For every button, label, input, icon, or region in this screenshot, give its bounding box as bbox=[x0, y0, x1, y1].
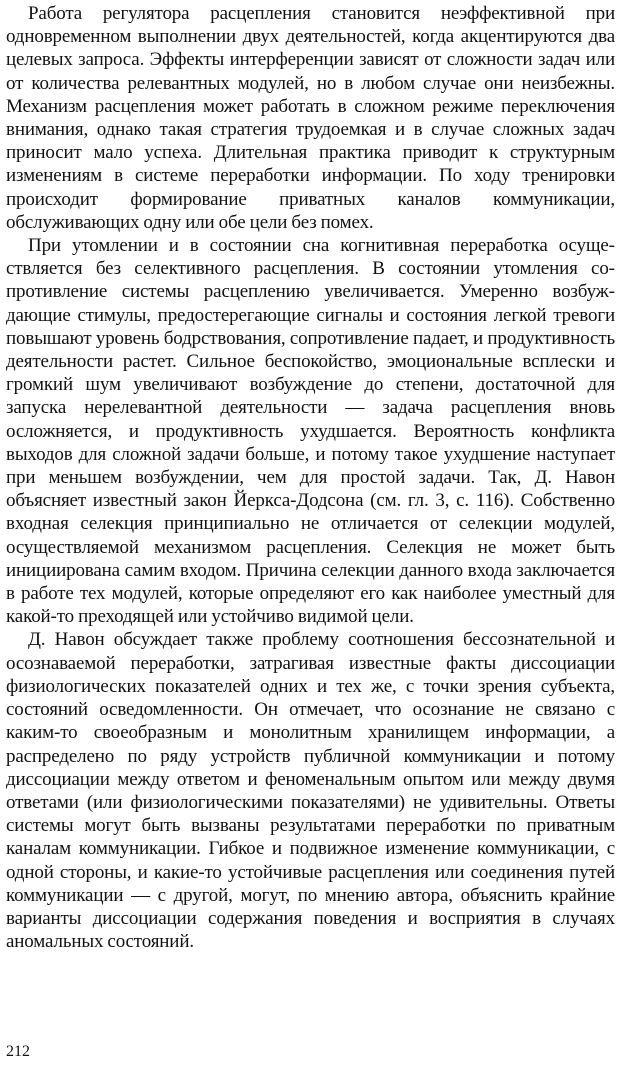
paragraph-decoupling-regulator: Работа регулятора расцепления становится неэффективной при одновременном выполнении двух деятельностей, когда акцентируются два целевых запроса. Эффекты интерференции зависят от сложности задач или от количества релевантных модулей, но в любом случае они неизбежны. Механизм расцепления может работать в сложном режиме переключения внимания, однако такая стратегия трудоемкая и в случае сложных задач приносит мало успеха. Длительная практика приводит к структурным изменениям в системе переработки информации. По ходу тренировки происходит формирование приватных каналов коммуникации, обслуживающих одну или обе цели без помех. bbox=[6, 3, 615, 233]
paragraph-fatigue-and-sleep: При утомлении и в состоянии сна когнитивная переработка осуществляется без селективного расцепления. В состоянии утомления сопротивление системы расцеплению увеличивается. Умеренно возбуждающие стимулы, предостерегающие сигналы и состояния легкой тревоги повышают уровень бодрствования, сопротивление падает, и продуктивность деятельности растет. Сильное беспокойство, эмоциональные всплески и громкий шум увеличивают возбуждение до степени, достаточной для запуска нерелевантной деятельности — задача расцепления вновь осложняется, и продуктивность ухудшается. Вероятность конфликта выходов для сложной задачи больше, и потому такое ухудшение наступает при меньшем возбуждении, чем для простой задачи. Так, Д. Навон объясняет известный закон Йеркса-Додсона (см. гл. 3, с. 116). Собственно входная селекция принципиально не отличается от селекции модулей, осуществляемой механизмом расцепления. Селекция не может быть инициирована самим входом. Причина селекции данного входа заключается в работе тех модулей, которые определяют его как наиболее уместный для какой-то преходящей или устойчиво видимой цели. bbox=[6, 235, 615, 628]
paragraph-conscious-processing: Д. Навон обсуждает также проблему соотношения бессознательной и осознаваемой переработки, затрагивая известные факты диссоциации физиологических показателей одних и тех же, с точки зрения субъекта, состояний осведомленности. Он отмечает, что осознание не связано с каким-то своеобразным и монолитным хранилищем информации, а распределено по ряду устройств публичной коммуникации и потому диссоциации между ответом и феноменальным опытом или между двумя ответами (или физиологическими показателями) не удивительны. Ответы системы могут быть вызваны результатами переработки по приватным каналам коммуникации. Гибкое и подвижное изменение коммуникации, с одной стороны, и какие-то устойчивые расцепления или соединения путей коммуникации — с другой, могут, по мнению автора, объяснить крайние варианты диссоциации содержания поведения и восприятия в случаях аномальных состояний. bbox=[6, 629, 615, 953]
page-number: 212 bbox=[6, 1043, 30, 1060]
body-text bbox=[6, 2, 615, 953]
